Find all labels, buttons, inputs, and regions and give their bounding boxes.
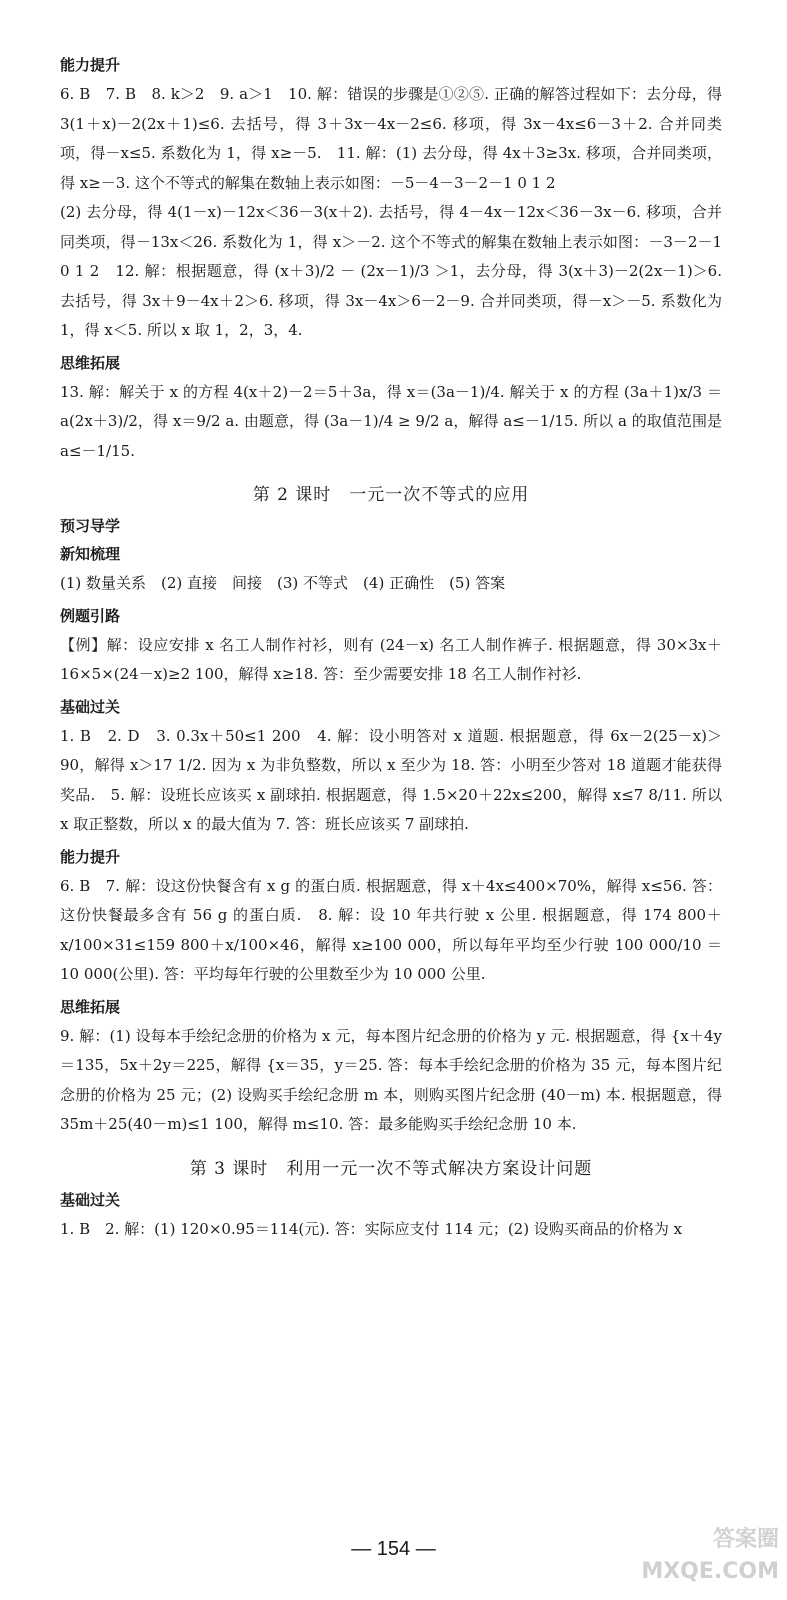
answer-knowledge: (1) 数量关系 (2) 直接 间接 (3) 不等式 (4) 正确性 (5) 答案 [60,574,506,592]
answer-basic-1-2: 1. B 2. 解：(1) 120×0.95＝114(元). 答：实际应支付 114 元；(2) 设购买商品的价格为 x [60,1219,683,1238]
page-number: — 154 — [351,1538,436,1560]
heading-examples: 例题引路 [60,606,121,625]
answer-extension-9: 9. 解：(1) 设每本手绘纪念册的价格为 x 元，每本图片纪念册的价格为 y 元. 根据题意，得 {x＋4y＝135，5x＋2y＝225，解得 {x＝35，y＝25. 答：每本手绘纪念册的价格为 35 元，每本图片纪念册的价格为 25 元；(2) 设购买手绘纪念册 m 本，则购买图片纪念册 (40－m) 本. 根据题意，得 35m＋25(40－m)≤1 100，解得 m≤10. 答：最多能购买手绘纪念册 10 本. [60,1026,722,1133]
heading-extension-2: 思维拓展 [60,997,121,1016]
document-body [60,48,722,1244]
heading-new-knowledge: 新知梳理 [60,545,121,563]
answer-ability-6-8: 6. B 7. 解：设这份快餐含有 x g 的蛋白质. 根据题意，得 x＋4x≤400×70%，解得 x≤56. 答：这份快餐最多含有 56 g 的蛋白质. 8. 解：设 10 年共行驶 x 公里. 根据题意，得 174 800＋x/100×31≤159 800＋x/100×46，解得 x≥100 000，所以每年平均至少行驶 100 000/10 ＝10 000(公里). 答：平均每年行驶的公里数至少为 10 000 公里. [60,876,722,983]
heading-ability-2: 能力提升 [60,847,121,866]
heading-preview: 预习导学 [60,517,121,535]
lesson-title-3: 第 3 课时 利用一元一次不等式解决方案设计问题 [189,1158,593,1179]
answer-paragraph-6-11: 6. B 7. B 8. k＞2 9. a＞1 10. 解：错误的步骤是①②⑤. 正确的解答过程如下：去分母，得 3(1＋x)－2(2x＋1)≤6. 去括号，得 3＋3x－4x－2≤6. 移项，得 3x－4x≤6－3＋2. 合并同类项，得－x≤5. 系数化为 1，得 x≥－5. 11. 解：(1) 去分母，得 4x＋3≥3x. 移项，合并同类项，得 x≥－3. 这个不等式的解集在数轴上表示如图：－5－4－3－2－1 0 1 2 [60,85,722,192]
answer-paragraph-11b-12: (2) 去分母，得 4(1－x)－12x＜36－3(x＋2). 去括号，得 4－4x－12x＜36－3x－6. 移项，合并同类项，得－13x＜26. 系数化为 1，得 x＞－2. 这个不等式的解集在数轴上表示如图：－3－2－1 0 1 2 12. 解：根据题意，得 (x＋3)/2 － (2x－1)/3 ＞1，去分母，得 3(x＋3)－2(2x－1)＞6. 去括号，得 3x＋9－4x＋2＞6. 移项，得 3x－4x＞6－2－9. 合并同类项，得－x＞－5. 系数化为 1，得 x＜5. 所以 x 取 1，2，3，4. [60,203,722,339]
lesson-title-2: 第 2 课时 一元一次不等式的应用 [252,485,530,505]
watermark-logo: 答案圈 MXQE.COM [641,1527,779,1584]
heading-basic-2: 基础过关 [60,1190,121,1209]
answer-basic-1-5: 1. B 2. D 3. 0.3x＋50≤1 200 4. 解：设小明答对 x 道题. 根据题意，得 6x－2(25－x)＞90，解得 x＞17 1/2. 因为 x 为非负整数，所以 x 至少为 18. 答：小明至少答对 18 道题才能获得奖品. 5. 解：设班长应该买 x 副球拍. 根据题意，得 1.5×20＋22x≤200，解得 x≤7 8/11. 所以 x 取正整数，所以 x 的最大值为 7. 答：班长应该买 7 副球拍. [60,726,722,833]
answer-example: 【例】解：设应安排 x 名工人制作衬衫，则有 (24－x) 名工人制作裤子. 根据题意，得 30×3x＋16×5×(24－x)≥2 100，解得 x≥18. 答：至少需要安排 18 名工人制作衬衫. [60,635,722,683]
heading-basic: 基础过关 [60,697,121,716]
heading-extension: 思维拓展 [60,353,121,372]
answer-paragraph-13: 13. 解：解关于 x 的方程 4(x＋2)－2＝5＋3a，得 x＝(3a－1)/4. 解关于 x 的方程 (3a＋1)x/3 ＝ a(2x＋3)/2，得 x＝9/2 a. 由题意，得 (3a－1)/4 ≥ 9/2 a，解得 a≤－1/15. 所以 a 的取值范围是 a≤－1/15. [60,382,722,460]
heading-ability: 能力提升 [60,56,121,74]
